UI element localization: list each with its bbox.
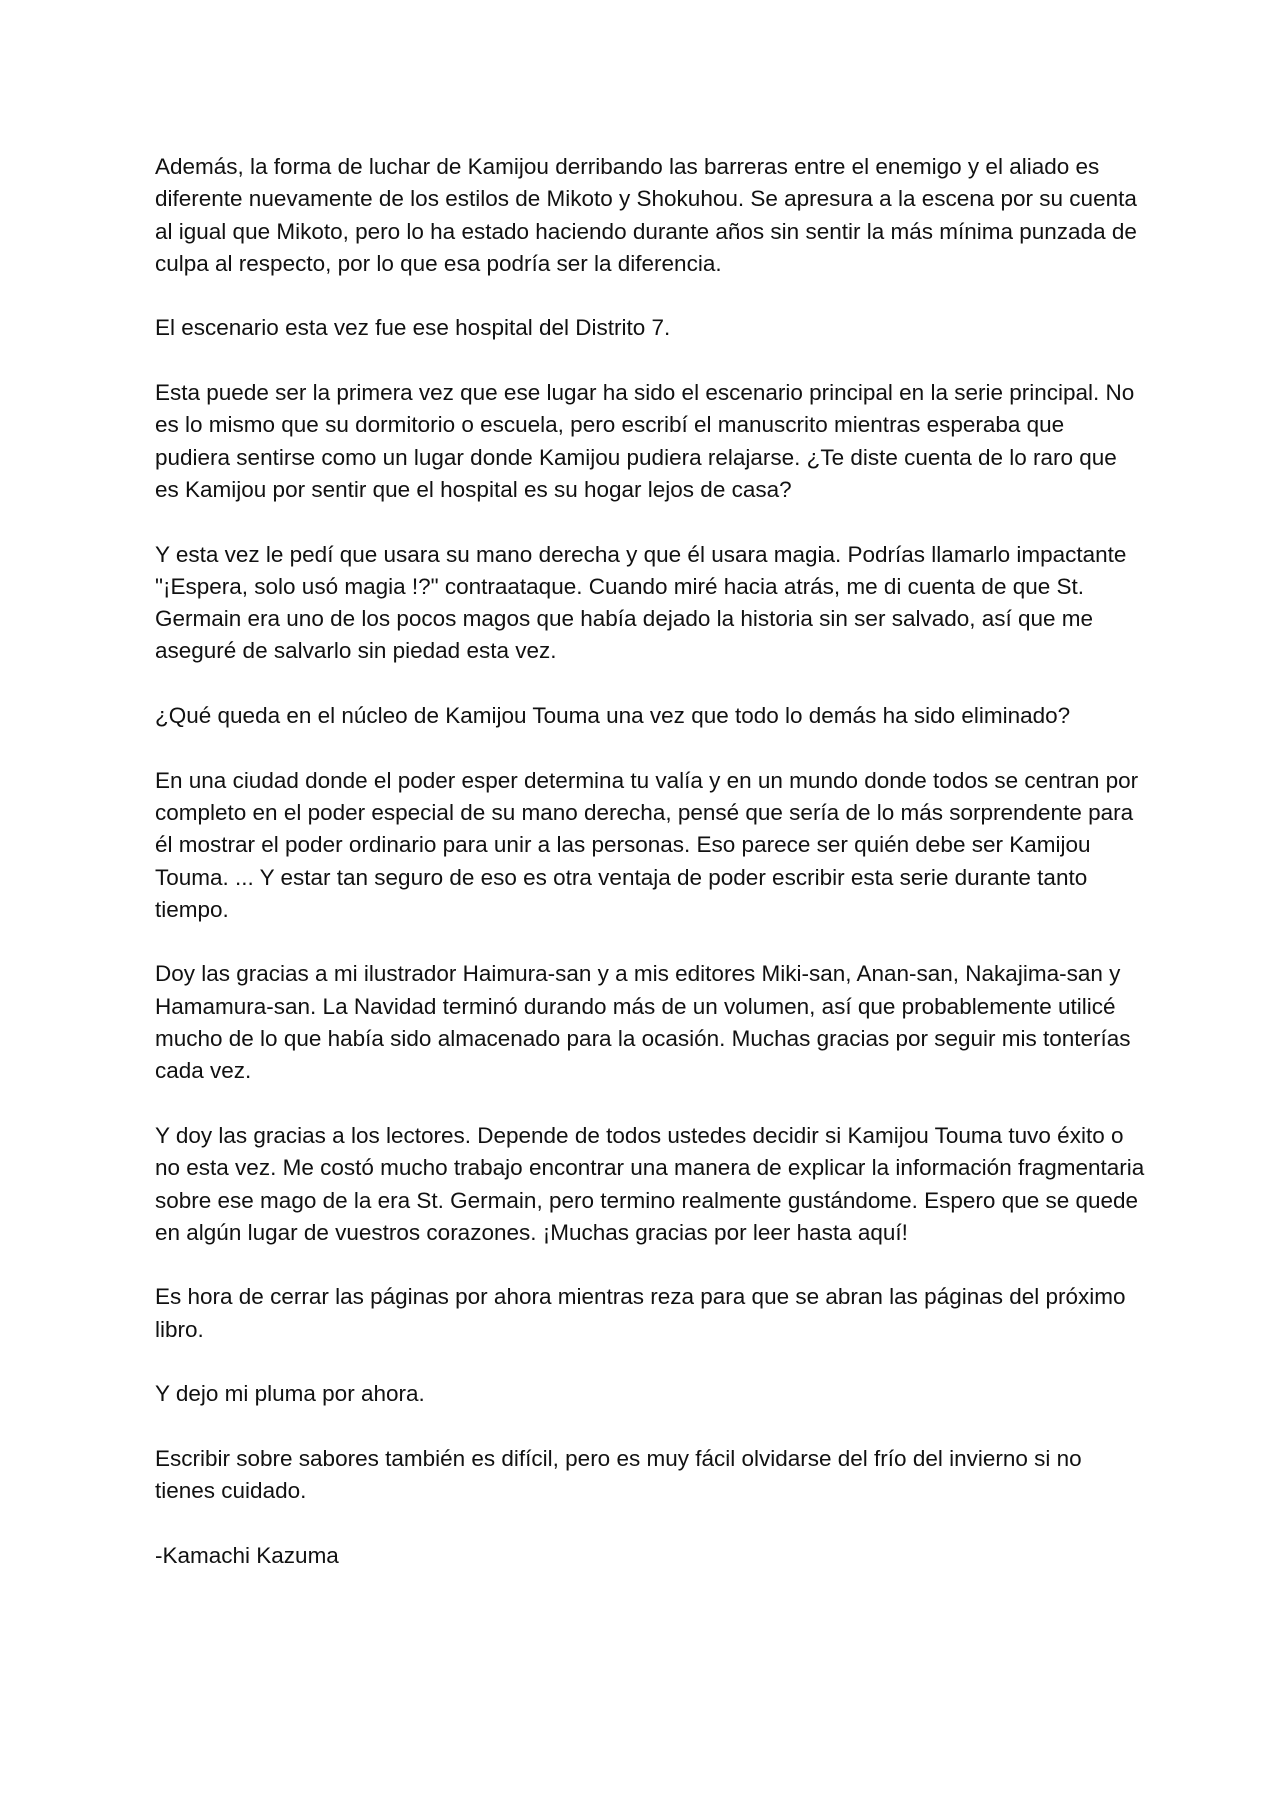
paragraph-magic: Y esta vez le pedí que usara su mano derecha y que él usara magia. Podrías llamarlo impactante "¡Espera, solo usó magia !?" contraataque. Cuando miré hacia atrás, me di cuenta de que St. Germain era uno de los pocos magos que había dejado la historia sin ser salvado, así que me aseguré de salvarlo sin piedad esta vez. [155, 541, 1127, 664]
paragraph-hospital: Esta puede ser la primera vez que ese lugar ha sido el escenario principal en la serie principal. No es lo mismo que su dormitorio o escuela, pero escribí el manuscrito mientras esperaba que pudiera sentirse como un lugar donde Kamijou pudiera relajarse. ¿Te diste cuenta de lo raro que es Kamijou por sentir que el hospital es su hogar lejos de casa? [155, 380, 1135, 502]
paragraph-setting: El escenario esta vez fue ese hospital del Distrito 7. [155, 315, 671, 341]
paragraph-flavors: Escribir sobre sabores también es difícil, pero es muy fácil olvidarse del frío del invierno si no tienes cuidado. [155, 1445, 1082, 1504]
paragraph-core-question: ¿Qué queda en el núcleo de Kamijou Touma una vez que todo lo demás ha sido eliminado? [155, 703, 1071, 729]
paragraph-ordinary-power: En una ciudad donde el poder esper determina tu valía y en un mundo donde todos se centran por completo en el poder especial de su mano derecha, pensé que sería de lo más sorprendente para él mostrar el poder ordinario para unir a las personas. Eso parece ser quién debe ser Kamijou Touma. ... Y estar tan seguro de eso es otra ventaja de poder escribir esta serie durante tanto tiempo. [155, 767, 1139, 922]
document-body [155, 151, 1145, 1604]
author-signature: -Kamachi Kazuma [155, 1542, 339, 1568]
paragraph-pen-down: Y dejo mi pluma por ahora. [155, 1381, 425, 1407]
paragraph-fighting-style: Además, la forma de luchar de Kamijou derribando las barreras entre el enemigo y el aliado es diferente nuevamente de los estilos de Mikoto y Shokuhou. Se apresura a la escena por su cuenta al igual que Mikoto, pero lo ha estado haciendo durante años sin sentir la más mínima punzada de culpa al respecto, por lo que esa podría ser la diferencia. [155, 154, 1137, 276]
paragraph-acknowledgements-staff: Doy las gracias a mi ilustrador Haimura-san y a mis editores Miki-san, Anan-san, Nakajima-san y Hamamura-san. La Navidad terminó durando más de un volumen, así que probablemente utilicé mucho de lo que había sido almacenado para la ocasión. Muchas gracias por seguir mis tonterías cada vez. [155, 961, 1131, 1084]
paragraph-closing-pages: Es hora de cerrar las páginas por ahora mientras reza para que se abran las páginas del próximo libro. [155, 1284, 1126, 1342]
paragraph-acknowledgements-readers: Y doy las gracias a los lectores. Depende de todos ustedes decidir si Kamijou Touma tuvo éxito o no esta vez. Me costó mucho trabajo encontrar una manera de explicar la información fragmentaria sobre ese mago de la era St. Germain, pero termino realmente gustándome. Espero que se quede en algún lugar de vuestros corazones. ¡Muchas gracias por leer hasta aquí! [155, 1122, 1145, 1245]
